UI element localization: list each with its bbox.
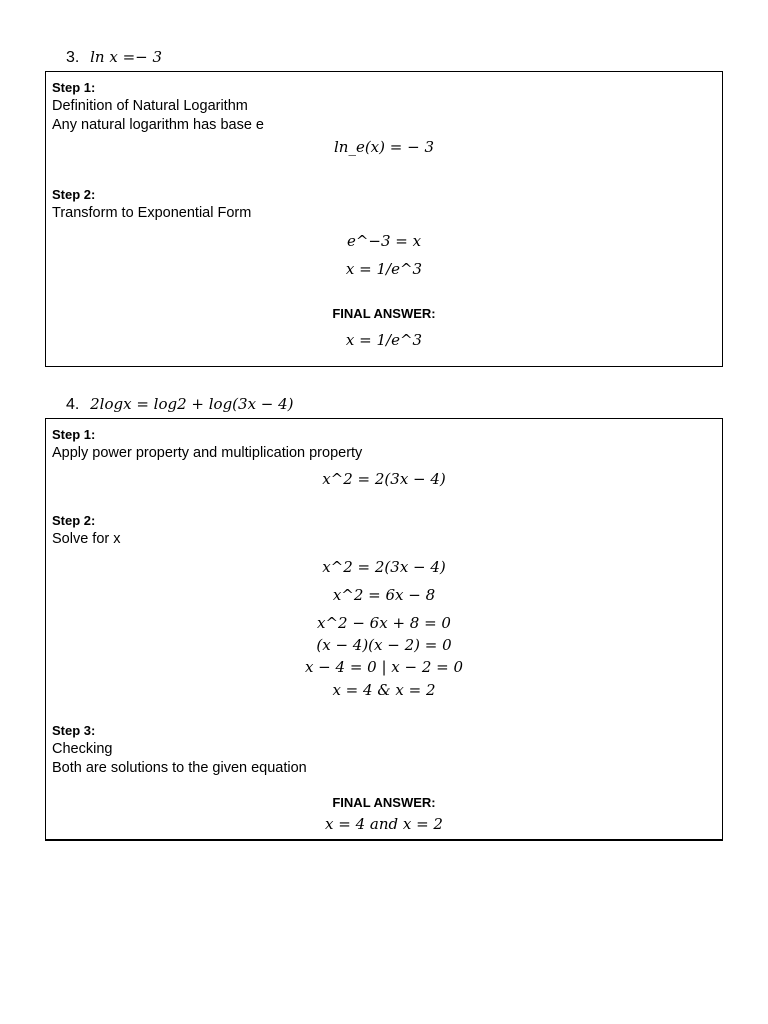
- step-text: Any natural logarithm has base e: [52, 117, 264, 133]
- final-answer: x = 4 and x = 2: [325, 815, 443, 833]
- step-heading: Step 2:: [52, 187, 96, 202]
- equation: x^2 − 6x + 8 = 0: [317, 614, 451, 632]
- problem-number: 3.: [66, 49, 80, 66]
- solution-box-4: [45, 418, 723, 841]
- step-heading: Step 1:: [52, 80, 96, 95]
- step-text: Solve for x: [52, 531, 121, 547]
- equation: e^−3 = x: [346, 232, 422, 250]
- step-heading: Step 3:: [52, 723, 96, 738]
- problem-expression: 2logx = log2 + log(3x − 4): [90, 395, 294, 413]
- step-text: Apply power property and multiplication property: [52, 445, 363, 461]
- step-text: Checking: [52, 741, 113, 757]
- step-heading: Step 2:: [52, 513, 96, 528]
- final-answer-heading: FINAL ANSWER:: [332, 795, 436, 810]
- problem-4-title: [66, 395, 294, 414]
- equation: x^2 = 2(3x − 4): [322, 470, 446, 488]
- equation: ln_e(x) = − 3: [334, 138, 434, 156]
- problem-expression: ln x =− 3: [90, 48, 163, 66]
- equation: x − 4 = 0 | x − 2 = 0: [304, 658, 464, 676]
- equation: x = 4 & x = 2: [332, 681, 436, 699]
- final-answer-heading: FINAL ANSWER:: [332, 306, 436, 321]
- step-text: Both are solutions to the given equation: [52, 760, 307, 776]
- equation: x^2 = 2(3x − 4): [322, 558, 446, 576]
- problem-3-title: [66, 48, 162, 67]
- final-answer: x = 1/e^3: [345, 331, 423, 349]
- step-text: Transform to Exponential Form: [52, 205, 252, 221]
- problem-number: 4.: [66, 396, 80, 413]
- solution-box-3: [45, 71, 723, 367]
- equation: (x − 4)(x − 2) = 0: [316, 636, 452, 654]
- equation: x^2 = 6x − 8: [332, 586, 436, 604]
- equation: x = 1/e^3: [345, 260, 423, 278]
- step-heading: Step 1:: [52, 427, 96, 442]
- step-text: Definition of Natural Logarithm: [52, 98, 248, 114]
